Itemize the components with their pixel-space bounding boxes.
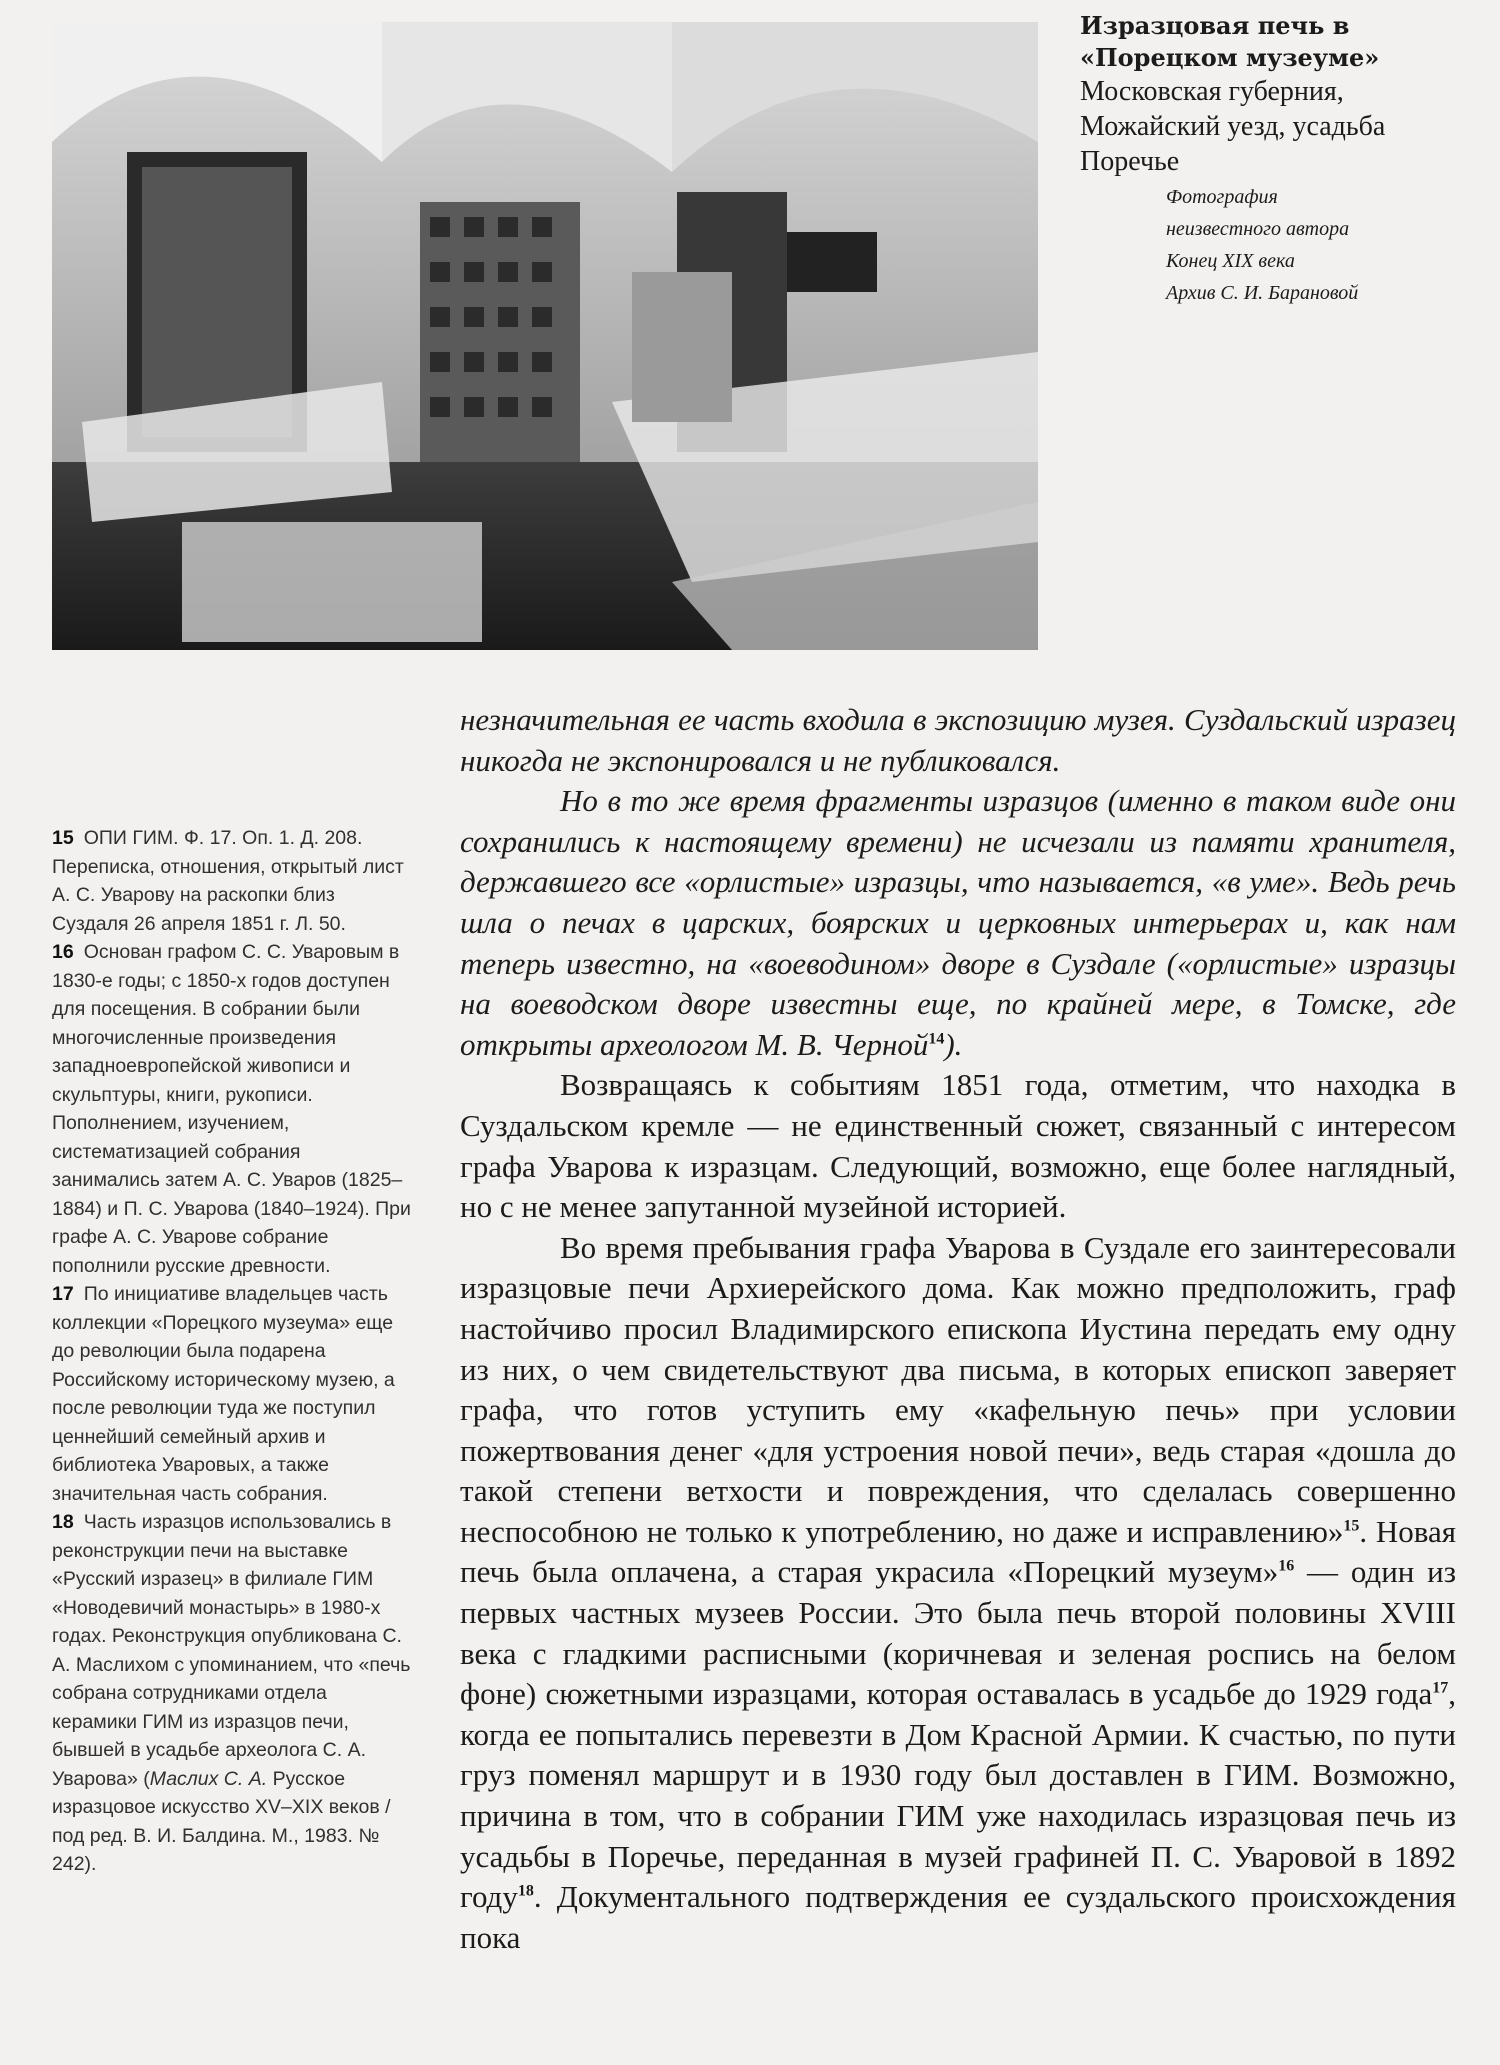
footnote-number: 18 — [52, 1511, 74, 1533]
paragraph-4-text: . Документального подтверждения ее суздальского происхождения пока — [460, 1879, 1456, 1955]
caption-credit-line: Архив С. И. Барановой — [1166, 282, 1359, 304]
footnote-15 — [52, 824, 412, 938]
paragraph-2-text: Но в то же время фрагменты изразцов (именно в таком виде они сохранились к настоящему времени) не исчезали из памяти хранителя, державшего все «орлистые» изразцы, что называется, «в уме». Ведь речь шла о печах в царских, боярских и церковных интерьерах и, как нам теперь известно, на «воеводином» дворе в Суздале («орлистые» изразцы на воеводском дворе известны еще, по крайней мере, в Томске, где открыты археологом М. В. Черной — [460, 783, 1456, 1062]
footnote-number: 16 — [52, 941, 74, 963]
caption-credits — [1166, 181, 1480, 309]
caption-place: Московская губерния, Можайский уезд, усадьба Поречье — [1080, 76, 1386, 177]
paragraph-3: Возвращаясь к событиям 1851 года, отметим, что находка в Суздальском кремле — не единственный сюжет, связанный с интересом графа Уварова к изразцам. Следующий, возможно, еще более наглядный, но с не менее запутанной музейной историей. — [460, 1067, 1456, 1225]
caption-credit-line: Конец XIX века — [1166, 250, 1295, 272]
caption-credit-line: неизвестного автора — [1166, 218, 1350, 240]
paragraph-4 — [460, 1228, 1456, 1959]
footnote-ref-17: 17 — [1432, 1679, 1449, 1697]
caption-title: Изразцовая печь в «Порецком музеуме» — [1080, 11, 1380, 72]
footnote-16 — [52, 938, 412, 1280]
main-text — [460, 700, 1456, 1958]
footnote-ref-14: 14 — [928, 1030, 945, 1048]
footnote-17 — [52, 1280, 412, 1508]
paragraph-2 — [460, 781, 1456, 1065]
footnote-ref-18: 18 — [517, 1882, 534, 1900]
footnotes — [52, 824, 412, 1879]
footnote-ref-author: Маслих С. А. — [149, 1767, 268, 1790]
paragraph-2-end: ). — [944, 1026, 963, 1062]
caption-credit-line: Фотография — [1166, 186, 1278, 208]
footnote-number: 17 — [52, 1283, 74, 1305]
paragraph-4-text: , когда ее попытались перевезти в Дом Красной Армии. К счастью, по пути груз поменял маршрут и в 1930 году был доставлен в ГИМ. Возможно, причина в том, что в собрании ГИМ уже находилась изразцовая печь из усадьбы в Поречье, переданная в музей графиней П. С. Уваровой в 1892 году — [460, 1676, 1456, 1915]
paragraph-1: незначительная ее часть входила в экспозицию музея. Суздальский изразец никогда не экспонировался и не публиковался. — [460, 702, 1456, 778]
footnote-ref-16: 16 — [1278, 1558, 1295, 1576]
museum-interior-photo — [52, 22, 1038, 650]
paragraph-4-text: Во время пребывания графа Уварова в Суздале его заинтересовали изразцовые печи Архиерейского дома. Как можно предположить, граф настойчиво просил Владимирского епископа Иустина передать ему одну из них, о чем свидетельствуют два письма, в которых епископ заверяет графа, что готов уступить ему «кафельную печь» при условии пожертвования денег «для устроения новой печи», ведь старая «дошла до такой степени ветхости и повреждения, что сделалась совершенно неспособною не только к употреблению, но даже и исправлению» — [460, 1229, 1456, 1549]
footnote-ref-rest: Русское изразцовое искусство XV–XIX веков / под ред. В. И. Балдина. М., 1983. № 242). — [52, 1767, 391, 1875]
footnote-text: Часть изразцов использовались в реконструкции печи на выставке «Русский изразец» в филиале ГИМ «Новодевичий монастырь» в 1980-х годах. Реконструкция опубликована С. А. Маслихом с упоминанием, что «печь собрана сотрудниками отдела керамики ГИМ из изразцов печи, бывшей в усадьбе археолога С. А. Уварова» — [52, 1511, 411, 1790]
footnote-number: 15 — [52, 827, 74, 849]
photo-caption — [1080, 10, 1480, 309]
footnote-text: Основан графом С. С. Уваровым в 1830-е годы; с 1850-х годов доступен для посещения. В собрании были многочисленные произведения западноевропейской живописи и скульптуры, книги, рукописи. Пополнением, изучением, систематизацией собрания занимались затем А. С. Уваров (1825–1884) и П. С. Уварова (1840–1924). При графе А. С. Уварове собрание пополнили русские древности. — [52, 941, 411, 1277]
footnote-text: ОПИ ГИМ. Ф. 17. Оп. 1. Д. 208. Переписка, отношения, открытый лист А. С. Уварову на раскопки близ Суздаля 26 апреля 1851 г. Л. 50. — [52, 827, 404, 935]
footnote-text: По инициативе владельцев часть коллекции «Порецкого музеума» еще до революции была подарена Российскому историческому музею, а после революции туда же поступил ценнейший семейный архив и библиотека Уваровых, а также значительная часть собрания. — [52, 1283, 395, 1505]
paragraph-4-text: . Новая печь была оплачена, а старая украсила «Порецкий музеум» — [460, 1513, 1457, 1590]
footnote-ref-15: 15 — [1343, 1517, 1360, 1535]
footnote-18: 18 Часть изразцов использовались в реконструкции печи на выставке «Русский изразец» в филиале ГИМ «Новодевичий монастырь» в 1980-х годах. Реконструкция опубликована С. А. Маслихом с упоминанием, что «печь собрана сотрудниками отдела керамики ГИМ из изразцов печи, бывшей в усадьбе археолога С. А. Уварова» (Маслих С. А. Русское изразцовое искусство XV–XIX веков / под ред. В. И. Балдина. М., 1983. № 242). — [52, 1511, 411, 1875]
paragraph-4-text: — один из первых частных музеев России. Это была печь второй половины XVIII века с гладкими расписными (коричневая и зеленая роспись на белом фоне) сюжетными изразцами, которая оставалась в усадьбе до 1929 года — [460, 1554, 1456, 1712]
